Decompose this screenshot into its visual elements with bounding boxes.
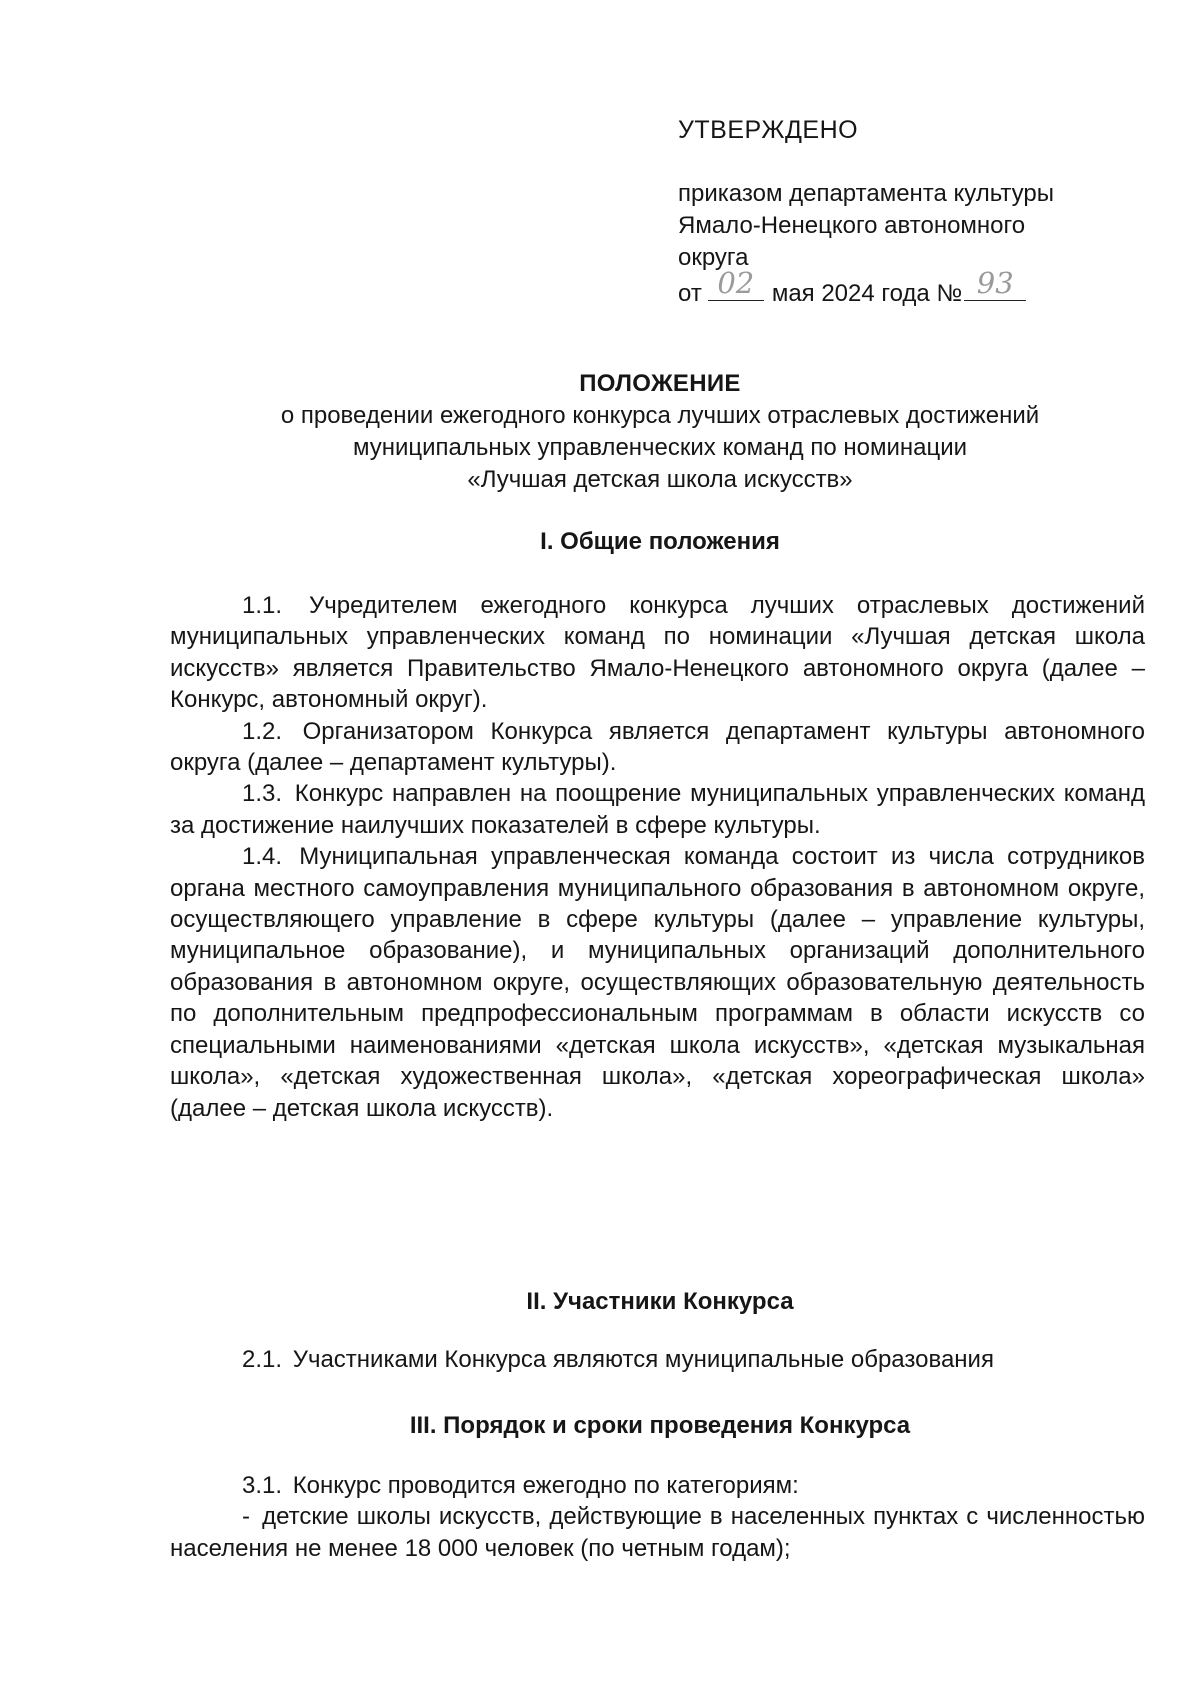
section-participants-clauses: [170, 1344, 1145, 1375]
clause-number: 1.3.: [242, 780, 283, 808]
approval-stamp: УТВЕРЖДЕНО: [678, 116, 859, 144]
handwritten-day: 02: [717, 266, 755, 300]
approval-block: [678, 114, 1158, 310]
clause-number: 2.1.: [242, 1346, 283, 1373]
section-procedure-clauses: [170, 1470, 1145, 1564]
clause-text: Муниципальная управленческая команда состоит из числа сотрудников органа местного самоуправления муниципального образования в автономном округе, осуществляющего управление в сфере культуры (далее – управление культуры, муниципальное образование), и муниципальных организаций дополнительного образования в автономном округе, осуществляющих образовательную деятельность по дополнительным предпрофессиональным программам в области искусств со специальными наименованиями «детская школа искусств», «детская музыкальная школа», «детская художественная школа», «детская хореографическая школа» (далее – детская школа искусств).: [170, 843, 1145, 1122]
clause-1-1: [170, 590, 1145, 716]
clause-3-1-item: [170, 1501, 1145, 1564]
list-dash: -: [242, 1503, 250, 1531]
document-title: ПОЛОЖЕНИЕ: [579, 370, 741, 397]
clause-text: Организатором Конкурса является департамент культуры автономного округа (далее – департамент культуры).: [170, 717, 1146, 777]
section-heading-participants: II. Участники Конкурса: [526, 1288, 794, 1315]
clause-text: Конкурс направлен на поощрение муниципальных управленческих команд за достижение наилучших показателей в сфере культуры.: [170, 780, 1145, 839]
order-number-field: [964, 266, 1026, 301]
date-day-field: [708, 266, 764, 301]
clause-1-3: [170, 778, 1145, 841]
clause-3-1: [170, 1470, 1145, 1501]
clause-number: 3.1.: [242, 1472, 283, 1499]
section-heading-procedure: III. Порядок и сроки проведения Конкурса: [409, 1412, 911, 1439]
approval-line: округа: [678, 244, 749, 271]
approval-line: приказом департамента культуры: [678, 180, 1054, 207]
clause-text: Учредителем ежегодного конкурса лучших отраслевых достижений муниципальных управленческих команд по номинации «Лучшая детская школа искусств» является Правительство Ямало-Ненецкого автономного округа (далее – Конкурс, автономный округ).: [170, 592, 1145, 714]
clause-text: Участниками Конкурса являются муниципальные образования: [292, 1346, 994, 1373]
document-title-block: [150, 368, 1170, 496]
clause-text: Конкурс проводится ежегодно по категориям:: [292, 1472, 799, 1499]
date-middle: мая 2024 года №: [771, 280, 963, 307]
approval-date-line: [678, 266, 1158, 310]
approval-line: Ямало-Ненецкого автономного: [678, 212, 1026, 239]
clause-1-2: [170, 716, 1145, 779]
handwritten-order-number: 93: [976, 266, 1014, 300]
document-subtitle-line: о проведении ежегодного конкурса лучших отраслевых достижений: [280, 402, 1040, 429]
section-general-clauses: [170, 590, 1145, 1124]
clause-text: детские школы искусств, действующие в населенных пунктах с численностью населения не менее 18 000 человек (по четным годам);: [170, 1503, 1146, 1562]
clause-2-1: [170, 1344, 1145, 1375]
clause-1-4: [170, 841, 1145, 1124]
clause-number: 1.4.: [242, 843, 283, 871]
section-heading-general: I. Общие положения: [540, 528, 780, 555]
clause-number: 1.1.: [242, 592, 283, 619]
date-prefix: от: [678, 280, 702, 307]
clause-number: 1.2.: [242, 717, 283, 745]
document-subtitle-line: «Лучшая детская школа искусств»: [467, 466, 853, 493]
document-subtitle-line: муниципальных управленческих команд по номинации: [352, 434, 968, 461]
